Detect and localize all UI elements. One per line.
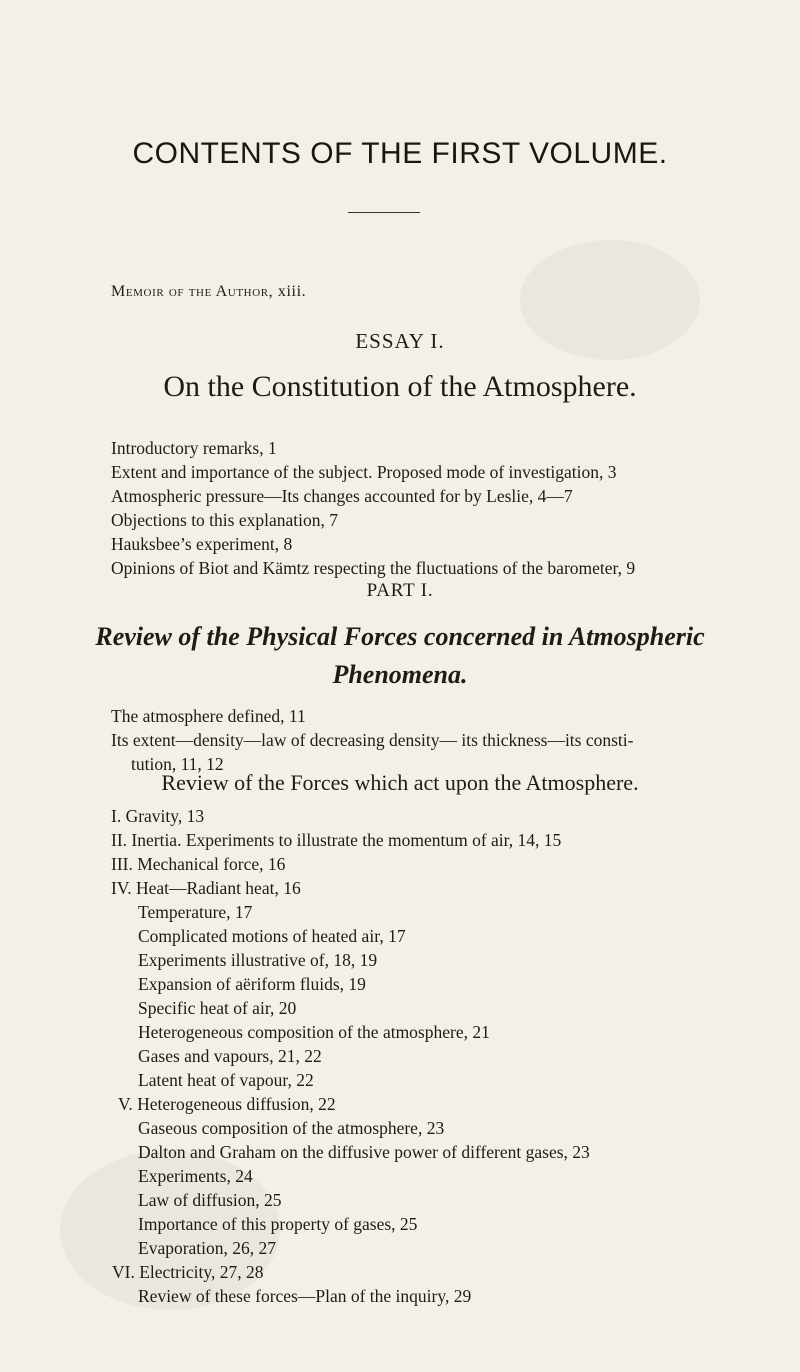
contents-subentry: Latent heat of vapour, 22: [138, 1070, 314, 1090]
contents-entry: IV. Heat—Radiant heat, 16: [111, 878, 301, 898]
contents-subentry: Law of diffusion, 25: [138, 1190, 282, 1210]
contents-entry: Extent and importance of the subject. Proposed mode of investigation, 3: [111, 462, 617, 482]
contents-entry: Its extent—density—law of decreasing density— its thickness—its consti-: [111, 730, 634, 750]
memoir-page: xiii.: [277, 283, 307, 300]
contents-subentry: Temperature, 17: [138, 902, 253, 922]
contents-entry: Objections to this explanation, 7: [111, 510, 338, 530]
contents-subentry: Importance of this property of gases, 25: [138, 1214, 418, 1234]
contents-subentry: Gases and vapours, 21, 22: [138, 1046, 322, 1066]
contents-subentry: Gaseous composition of the atmosphere, 23: [138, 1118, 445, 1138]
contents-entry: Hauksbee’s experiment, 8: [111, 534, 293, 554]
part-title-line-2: Phenomena.: [332, 660, 468, 689]
contents-entry: Atmospheric pressure—Its changes accounted for by Leslie, 4—7: [111, 486, 573, 506]
contents-subentry: Review of these forces—Plan of the inquiry, 29: [138, 1286, 472, 1306]
contents-subentry: Expansion of aëriform fluids, 19: [138, 974, 366, 994]
contents-entry: I. Gravity, 13: [111, 806, 205, 826]
contents-entry: II. Inertia. Experiments to illustrate the momentum of air, 14, 15: [111, 830, 562, 850]
title-rule: [348, 212, 420, 213]
contents-entry: VI. Electricity, 27, 28: [112, 1262, 264, 1282]
contents-entry: Introductory remarks, 1: [111, 438, 277, 458]
contents-entry: The atmosphere defined, 11: [111, 706, 306, 726]
contents-subentry: Heterogeneous composition of the atmosphere, 21: [138, 1022, 490, 1042]
contents-entry-continuation: tution, 11, 12: [131, 754, 224, 774]
contents-subentry: Dalton and Graham on the diffusive power of different gases, 23: [138, 1142, 590, 1162]
part-number: PART I.: [366, 580, 434, 601]
contents-subentry: Evaporation, 26, 27: [138, 1238, 277, 1258]
part-title-line-1: Review of the Physical Forces concerned in Atmospheric: [95, 622, 705, 651]
contents-subentry: Experiments, 24: [138, 1166, 253, 1186]
contents-subentry: Experiments illustrative of, 18, 19: [138, 950, 378, 970]
essay-number: ESSAY I.: [355, 329, 445, 353]
page-title: CONTENTS OF THE FIRST VOLUME.: [132, 137, 668, 170]
forces-heading: Review of the Forces which act upon the Atmosphere.: [161, 770, 639, 795]
memoir-entry: [111, 283, 306, 301]
memoir-label: Memoir of the Author,: [111, 283, 274, 300]
contents-entry: V. Heterogeneous diffusion, 22: [118, 1094, 336, 1114]
contents-entry: Opinions of Biot and Kämtz respecting the fluctuations of the barometer, 9: [111, 558, 636, 578]
contents-subentry: Specific heat of air, 20: [138, 998, 297, 1018]
contents-entry: III. Mechanical force, 16: [111, 854, 286, 874]
essay-title: On the Constitution of the Atmosphere.: [163, 370, 637, 403]
contents-subentry: Complicated motions of heated air, 17: [138, 926, 406, 946]
